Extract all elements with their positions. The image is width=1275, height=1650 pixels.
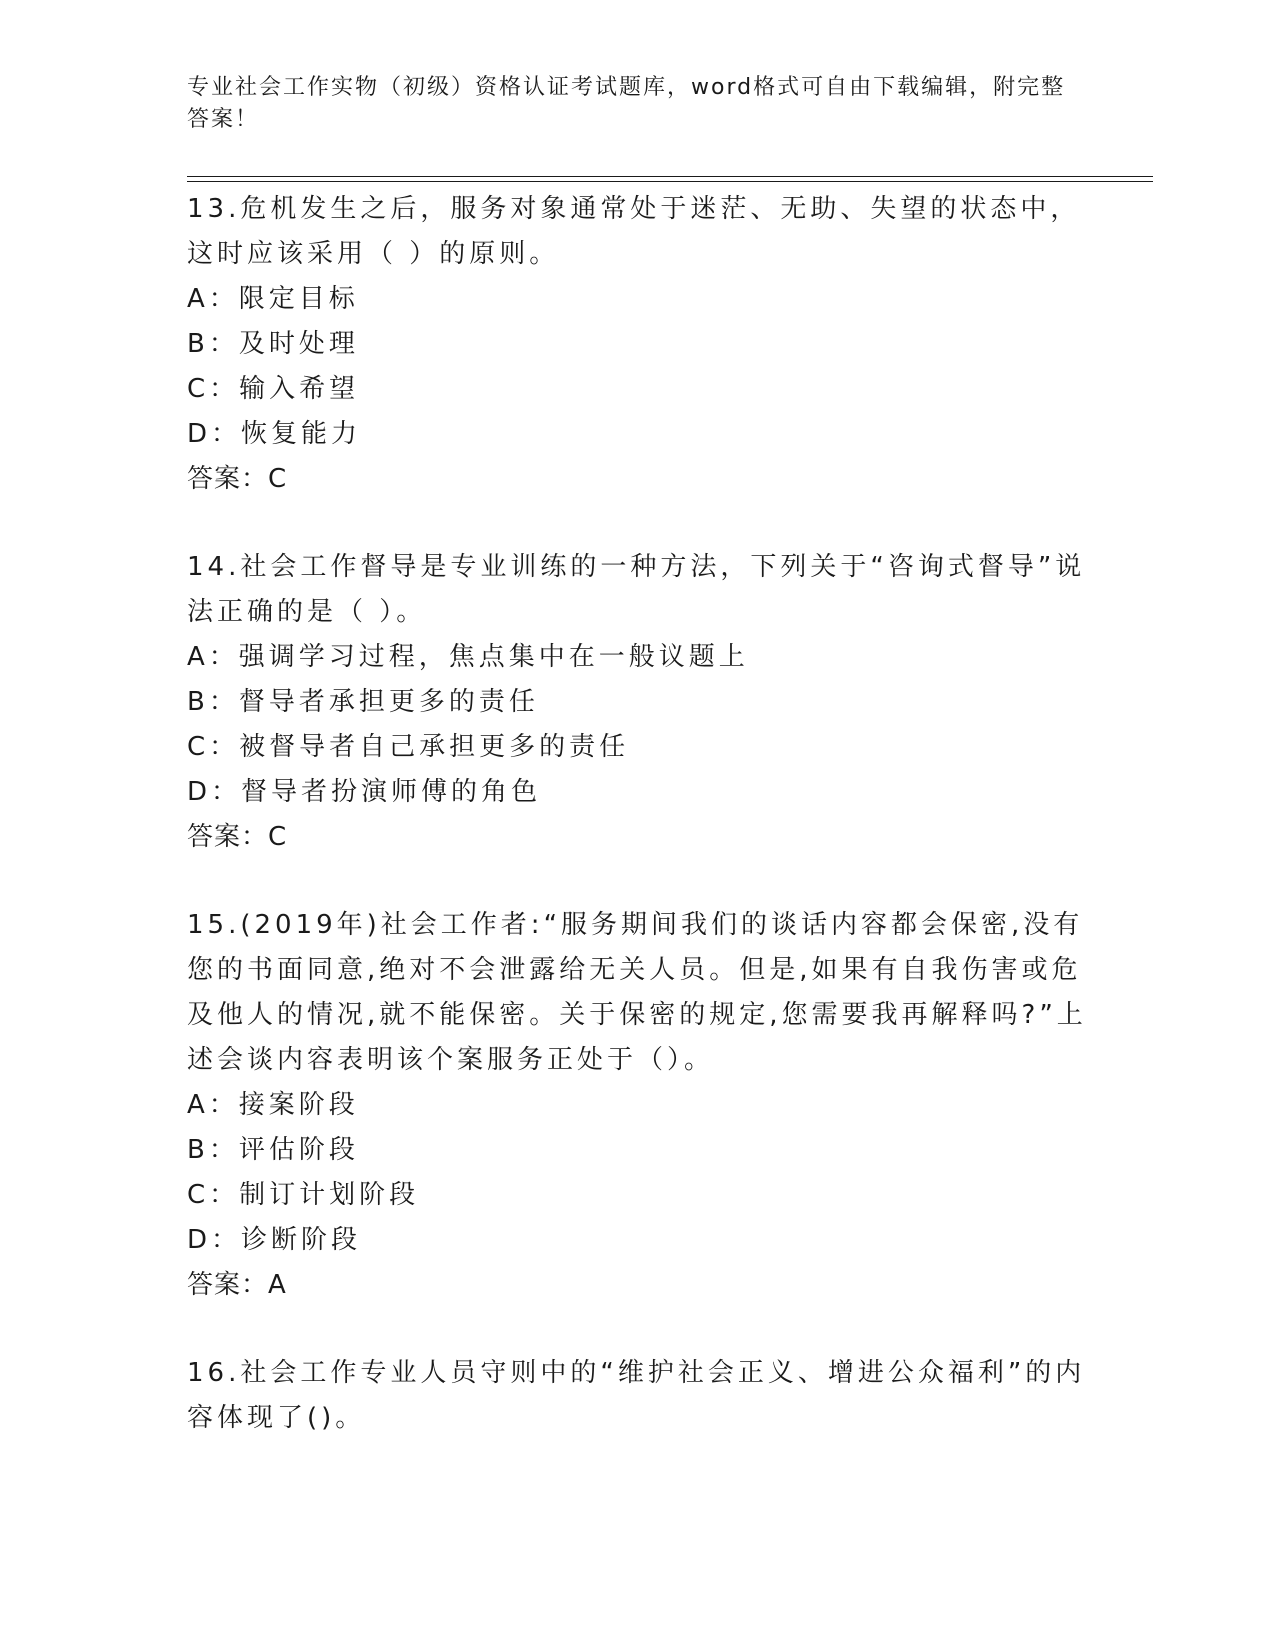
- answer: 答案：C: [187, 822, 288, 852]
- question-list: [187, 187, 1087, 1441]
- question-16: [187, 1351, 1087, 1441]
- header-divider-top: [187, 176, 1153, 177]
- option-b: B：及时处理: [187, 329, 359, 359]
- option-d: D：恢复能力: [187, 419, 362, 449]
- option-d: D：诊断阶段: [187, 1225, 362, 1255]
- question-15: [187, 903, 1087, 1308]
- option-c: C：输入希望: [187, 374, 360, 404]
- question-14: [187, 545, 1087, 860]
- option-d: D：督导者扮演师傅的角色: [187, 777, 542, 807]
- option-b: B：督导者承担更多的责任: [187, 687, 539, 717]
- option-a: A：限定目标: [187, 284, 359, 314]
- answer: 答案：C: [187, 464, 288, 494]
- question-stem: 15.(2019年)社会工作者:“服务期间我们的谈话内容都会保密,没有您的书面同意,绝对不会泄露给无关人员。但是,如果有自我伤害或危及他人的情况,就不能保密。关于保密的规定,您需要我再解释吗?”上述会谈内容表明该个案服务正处于（）。: [187, 910, 1087, 1075]
- option-b: B：评估阶段: [187, 1135, 359, 1165]
- answer: 答案：A: [187, 1270, 287, 1300]
- option-c: C：制订计划阶段: [187, 1180, 420, 1210]
- option-c: C：被督导者自己承担更多的责任: [187, 732, 630, 762]
- question-stem: 13.危机发生之后，服务对象通常处于迷茫、无助、失望的状态中，这时应该采用（ ）的原则。: [187, 194, 1081, 269]
- header-divider-bottom: [187, 181, 1153, 182]
- option-a: A：强调学习过程，焦点集中在一般议题上: [187, 642, 749, 672]
- question-stem: 14.社会工作督导是专业训练的一种方法，下列关于“咨询式督导”说法正确的是（ ）。: [187, 552, 1086, 627]
- option-a: A：接案阶段: [187, 1090, 359, 1120]
- document-header: 专业社会工作实物（初级）资格认证考试题库，word格式可自由下载编辑，附完整答案！: [187, 75, 1066, 132]
- question-stem: 16.社会工作专业人员守则中的“维护社会正义、增进公众福利”的内容体现了()。: [187, 1358, 1086, 1433]
- question-13: [187, 187, 1087, 502]
